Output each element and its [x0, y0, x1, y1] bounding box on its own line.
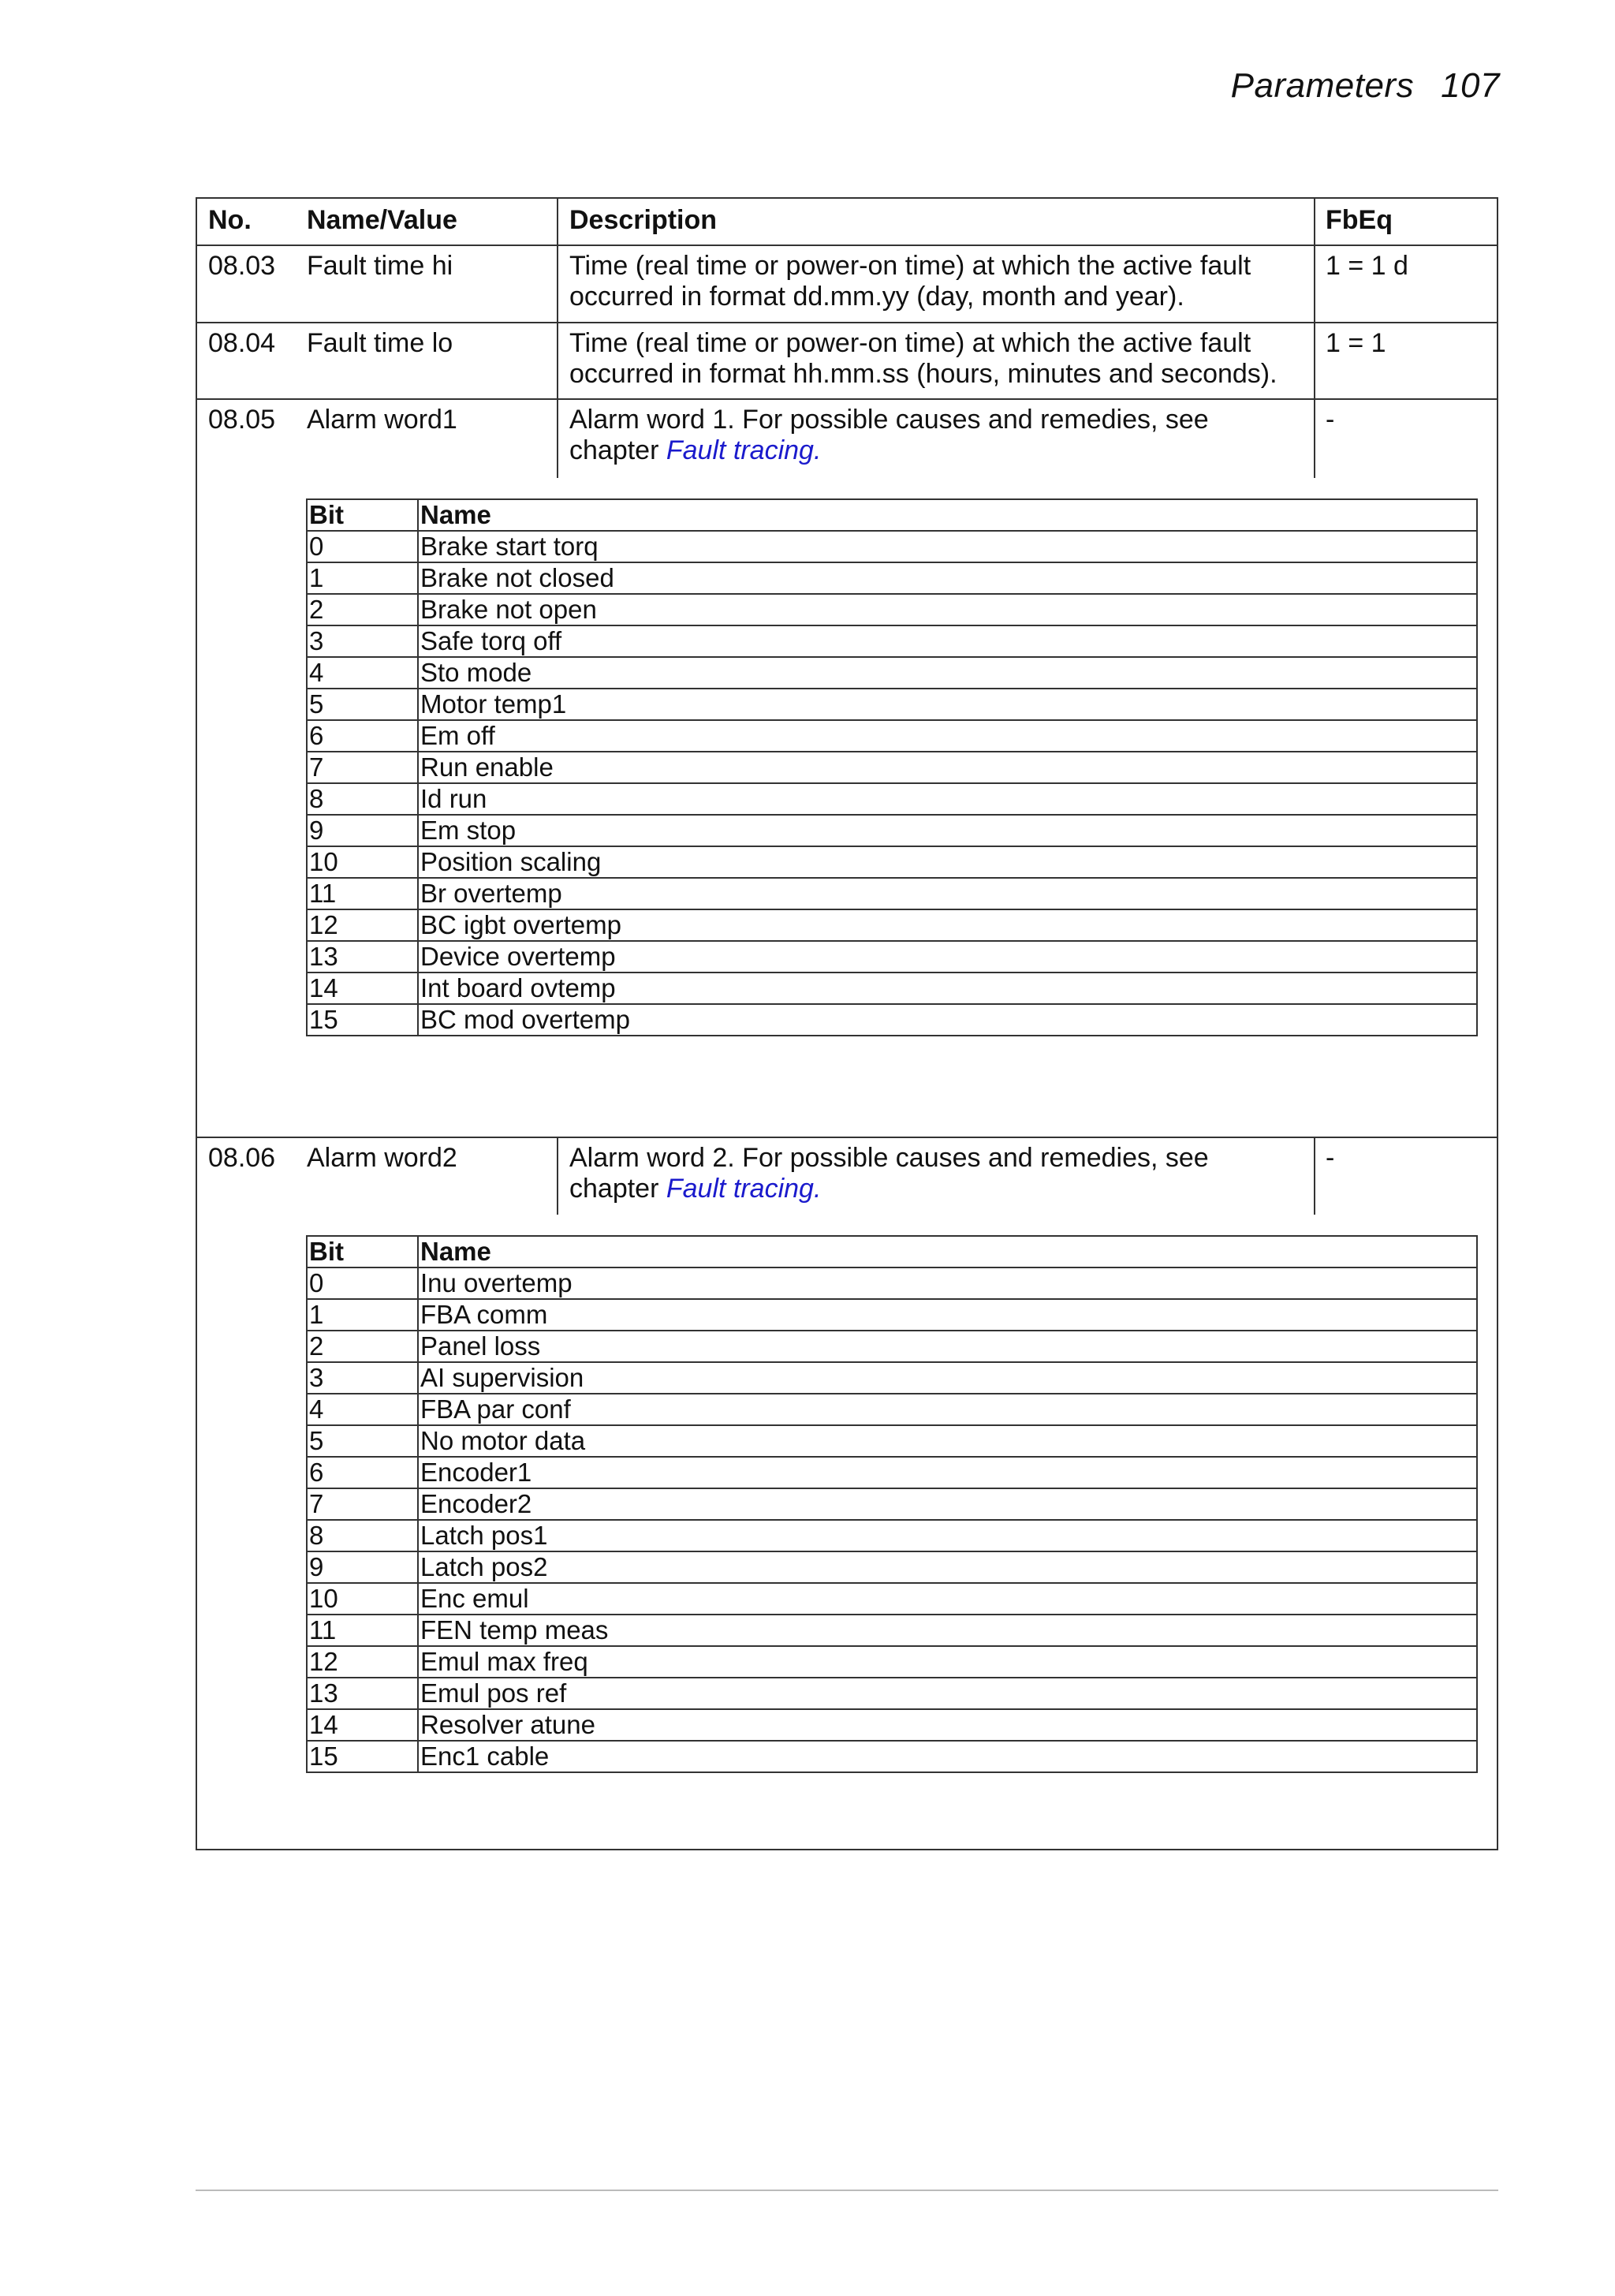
header-rule	[197, 245, 1497, 246]
alarm-name: Latch pos2	[418, 1551, 1477, 1583]
alarm-name: Encoder1	[418, 1457, 1477, 1488]
table-row	[307, 1678, 1477, 1709]
alarm-name: Enc1 cable	[418, 1741, 1477, 1772]
table-row	[307, 1741, 1477, 1772]
table-row	[307, 878, 1477, 909]
alarm-name: Emul pos ref	[418, 1678, 1477, 1709]
bit-number: 8	[307, 783, 418, 815]
alarm-word2-bit-table	[306, 1235, 1478, 1773]
table-row	[307, 1299, 1477, 1331]
table-row	[307, 1488, 1477, 1520]
description-text: Alarm word 2. For possible causes and remedies, see chapter	[569, 1143, 1209, 1204]
bit-number: 12	[307, 909, 418, 941]
table-row	[307, 941, 1477, 973]
param-fbeq: 1 = 1	[1326, 328, 1386, 358]
table-row	[307, 657, 1477, 689]
table-row	[307, 1004, 1477, 1036]
alarm-name: Int board ovtemp	[418, 973, 1477, 1004]
alarm-name: FEN temp meas	[418, 1615, 1477, 1646]
bit-number: 6	[307, 1457, 418, 1488]
table-row	[307, 752, 1477, 783]
fault-tracing-link[interactable]: Fault tracing	[666, 435, 814, 465]
parameters-table	[196, 197, 1498, 1850]
table-row	[307, 531, 1477, 562]
table-row	[307, 1425, 1477, 1457]
table-header-row	[307, 499, 1477, 531]
param-description	[569, 1143, 1279, 1204]
bit-number: 11	[307, 1615, 418, 1646]
alarm-name: Emul max freq	[418, 1646, 1477, 1678]
param-number: 08.05	[208, 405, 276, 435]
bit-number: 3	[307, 1362, 418, 1394]
bit-number: 11	[307, 878, 418, 909]
alarm-name: Run enable	[418, 752, 1477, 783]
alarm-name: Latch pos1	[418, 1520, 1477, 1551]
alarm-name: FBA par conf	[418, 1394, 1477, 1425]
bit-number: 8	[307, 1520, 418, 1551]
alarm-name: Device overtemp	[418, 941, 1477, 973]
alarm-name: Sto mode	[418, 657, 1477, 689]
page-number: 107	[1441, 66, 1500, 105]
table-row	[307, 562, 1477, 594]
table-row	[307, 1615, 1477, 1646]
col-header-fbeq: FbEq	[1326, 205, 1393, 235]
alarm-name: Brake not closed	[418, 562, 1477, 594]
bit-number: 15	[307, 1004, 418, 1036]
param-fbeq: 1 = 1 d	[1326, 251, 1408, 281]
param-name: Alarm word1	[307, 405, 457, 435]
col-header-name-value: Name/Value	[307, 205, 457, 235]
param-name: Fault time hi	[307, 251, 453, 281]
column-rule	[1314, 199, 1315, 478]
name-column-header: Name	[418, 1236, 1477, 1267]
bit-number: 9	[307, 1551, 418, 1583]
param-fbeq: -	[1326, 405, 1335, 435]
table-row	[307, 1583, 1477, 1615]
table-row	[307, 1709, 1477, 1741]
bit-column-header: Bit	[307, 1236, 418, 1267]
param-number: 08.06	[208, 1143, 276, 1173]
table-row	[307, 815, 1477, 846]
param-fbeq: -	[1326, 1143, 1335, 1173]
table-row	[307, 1551, 1477, 1583]
bit-number: 7	[307, 752, 418, 783]
col-header-description: Description	[569, 205, 718, 235]
alarm-name: Em off	[418, 720, 1477, 752]
table-row	[307, 1362, 1477, 1394]
alarm-name: Safe torq off	[418, 625, 1477, 657]
alarm-name: Enc emul	[418, 1583, 1477, 1615]
alarm-name: Encoder2	[418, 1488, 1477, 1520]
description-text: Alarm word 1. For possible causes and remedies, see chapter	[569, 405, 1209, 465]
bit-number: 4	[307, 657, 418, 689]
bit-number: 1	[307, 1299, 418, 1331]
bit-number: 12	[307, 1646, 418, 1678]
table-row	[307, 1331, 1477, 1362]
alarm-name: Brake not open	[418, 594, 1477, 625]
bit-number: 9	[307, 815, 418, 846]
table-row	[307, 689, 1477, 720]
link-period: .	[813, 1174, 822, 1204]
fault-tracing-link[interactable]: Fault tracing	[666, 1174, 814, 1204]
alarm-name: BC igbt overtemp	[418, 909, 1477, 941]
bit-number: 4	[307, 1394, 418, 1425]
table-row	[307, 783, 1477, 815]
bit-number: 5	[307, 689, 418, 720]
bit-number: 0	[307, 531, 418, 562]
table-row	[307, 973, 1477, 1004]
bit-number: 2	[307, 594, 418, 625]
link-period: .	[813, 435, 822, 465]
bit-number: 2	[307, 1331, 418, 1362]
bit-number: 14	[307, 973, 418, 1004]
column-rule	[557, 1137, 558, 1215]
bit-number: 14	[307, 1709, 418, 1741]
table-row	[307, 1394, 1477, 1425]
column-rule	[1314, 1137, 1315, 1215]
col-header-no: No.	[208, 205, 252, 235]
table-row	[307, 594, 1477, 625]
bit-number: 13	[307, 1678, 418, 1709]
bit-number: 3	[307, 625, 418, 657]
table-header-row	[307, 1236, 1477, 1267]
page-header	[1231, 66, 1500, 106]
alarm-name: No motor data	[418, 1425, 1477, 1457]
alarm-name: BC mod overtemp	[418, 1004, 1477, 1036]
name-column-header: Name	[418, 499, 1477, 531]
param-name: Fault time lo	[307, 328, 453, 358]
table-row	[307, 909, 1477, 941]
bit-number: 0	[307, 1267, 418, 1299]
alarm-name: Resolver atune	[418, 1709, 1477, 1741]
alarm-name: Id run	[418, 783, 1477, 815]
param-description	[569, 405, 1279, 466]
alarm-name: Position scaling	[418, 846, 1477, 878]
section-title: Parameters	[1230, 66, 1415, 105]
column-rule	[557, 199, 558, 478]
param-description: Time (real time or power-on time) at which the active fault occurred in format dd.mm.yy (day, month and year).	[569, 251, 1251, 312]
param-description: Time (real time or power-on time) at which the active fault occurred in format hh.mm.ss (hours, minutes and seconds).	[569, 328, 1277, 389]
alarm-name: Em stop	[418, 815, 1477, 846]
bit-number: 5	[307, 1425, 418, 1457]
footer-rule	[196, 2190, 1498, 2191]
table-row	[307, 1646, 1477, 1678]
alarm-name: FBA comm	[418, 1299, 1477, 1331]
bit-number: 10	[307, 846, 418, 878]
param-number: 08.04	[208, 328, 276, 358]
bit-number: 10	[307, 1583, 418, 1615]
row-rule	[197, 1137, 1497, 1138]
bit-column-header: Bit	[307, 499, 418, 531]
alarm-name: AI supervision	[418, 1362, 1477, 1394]
param-name: Alarm word2	[307, 1143, 457, 1173]
alarm-name: Panel loss	[418, 1331, 1477, 1362]
alarm-name: Inu overtemp	[418, 1267, 1477, 1299]
bit-number: 15	[307, 1741, 418, 1772]
table-row	[307, 1267, 1477, 1299]
alarm-name: Brake start torq	[418, 531, 1477, 562]
table-row	[307, 1457, 1477, 1488]
alarm-name: Br overtemp	[418, 878, 1477, 909]
row-rule	[197, 398, 1497, 400]
table-row	[307, 720, 1477, 752]
param-number: 08.03	[208, 251, 276, 281]
table-row	[307, 1520, 1477, 1551]
row-rule	[197, 322, 1497, 323]
alarm-name: Motor temp1	[418, 689, 1477, 720]
table-row	[307, 625, 1477, 657]
bit-number: 7	[307, 1488, 418, 1520]
bit-number: 6	[307, 720, 418, 752]
bit-number: 13	[307, 941, 418, 973]
bit-number: 1	[307, 562, 418, 594]
alarm-word1-bit-table	[306, 498, 1478, 1036]
table-row	[307, 846, 1477, 878]
